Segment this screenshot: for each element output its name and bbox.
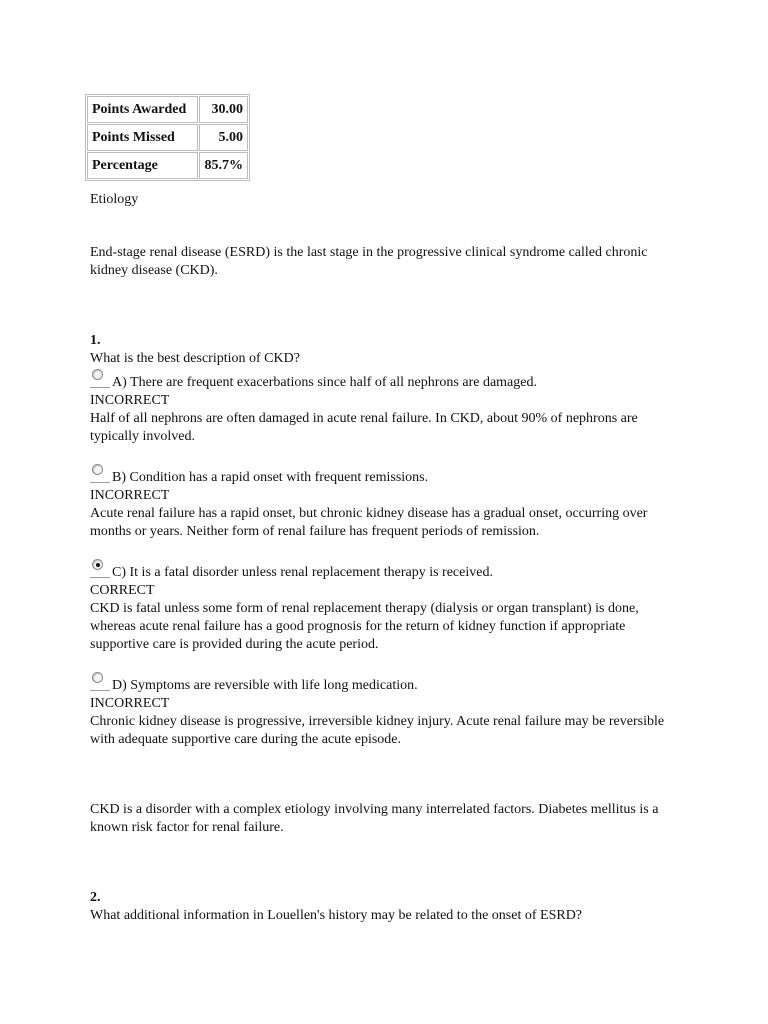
choice-c-radio[interactable] [90,563,110,578]
percentage-value: 85.7% [199,152,248,179]
choice-a-result: INCORRECT [90,393,170,408]
question-2 [90,889,670,925]
percentage-label: Percentage [87,152,198,179]
choice-a-feedback: Half of all nephrons are often damaged in acute renal failure. In CKD, about 90% of nephrons are typically involved. [90,411,638,444]
question-1-text: What is the best description of CKD? [90,351,300,366]
radio-circle-icon [92,672,103,683]
radio-circle-icon [92,369,103,380]
choice-a-line[interactable] [90,373,670,392]
choice-a-text: A) There are frequent exacerbations since half of all nephrons are damaged. [112,375,537,390]
choice-b-feedback: Acute renal failure has a rapid onset, but chronic kidney disease has a gradual onset, occurring over months or years. Neither form of renal failure has frequent periods of remission. [90,506,648,539]
choice-a [90,373,670,446]
choice-c-result: CORRECT [90,583,155,598]
choice-d-radio[interactable] [90,676,110,691]
choice-d-feedback: Chronic kidney disease is progressive, irreversible kidney injury. Acute renal failure may be reversible with adequate supportive care during the acute episode. [90,714,665,747]
choice-b-result: INCORRECT [90,488,170,503]
question-2-number: 2. [90,890,101,905]
points-missed-value: 5.00 [199,124,248,151]
section-title: Etiology [90,192,139,207]
question-1 [90,332,670,368]
choice-c-text: C) It is a fatal disorder unless renal replacement therapy is received. [112,565,493,580]
choice-d-result: INCORRECT [90,696,170,711]
points-missed-label: Points Missed [87,124,198,151]
choice-c [90,563,670,654]
score-table [85,94,250,181]
choice-d [90,676,670,749]
choice-b-radio[interactable] [90,468,110,483]
score-row-points-missed [87,124,248,151]
choice-d-text: D) Symptoms are reversible with life long medication. [112,678,418,693]
choice-d-line[interactable] [90,676,670,695]
context-paragraph-2: CKD is a disorder with a complex etiology involving many interrelated factors. Diabetes mellitus is a known risk factor for renal failure. [90,802,659,835]
choice-c-line[interactable] [90,563,670,582]
choice-b-line[interactable] [90,468,670,487]
question-2-text: What additional information in Louellen's history may be related to the onset of ESRD? [90,908,583,923]
intro-paragraph: End-stage renal disease (ESRD) is the last stage in the progressive clinical syndrome called chronic kidney disease (CKD). [90,245,648,278]
points-awarded-value: 30.00 [199,96,248,123]
radio-selected-dot-icon [96,563,100,567]
choice-b-text: B) Condition has a rapid onset with frequent remissions. [112,470,429,485]
score-row-percentage [87,152,248,179]
choice-b [90,468,670,541]
question-1-number: 1. [90,333,101,348]
radio-circle-icon [92,559,103,570]
choice-a-radio[interactable] [90,373,110,388]
choice-c-feedback: CKD is fatal unless some form of renal replacement therapy (dialysis or organ transplant) is done, whereas acute renal failure has a good prognosis for the return of kidney function if appropriate supportive care is provided during the acute period. [90,601,639,652]
points-awarded-label: Points Awarded [87,96,198,123]
radio-circle-icon [92,464,103,475]
score-row-points-awarded [87,96,248,123]
